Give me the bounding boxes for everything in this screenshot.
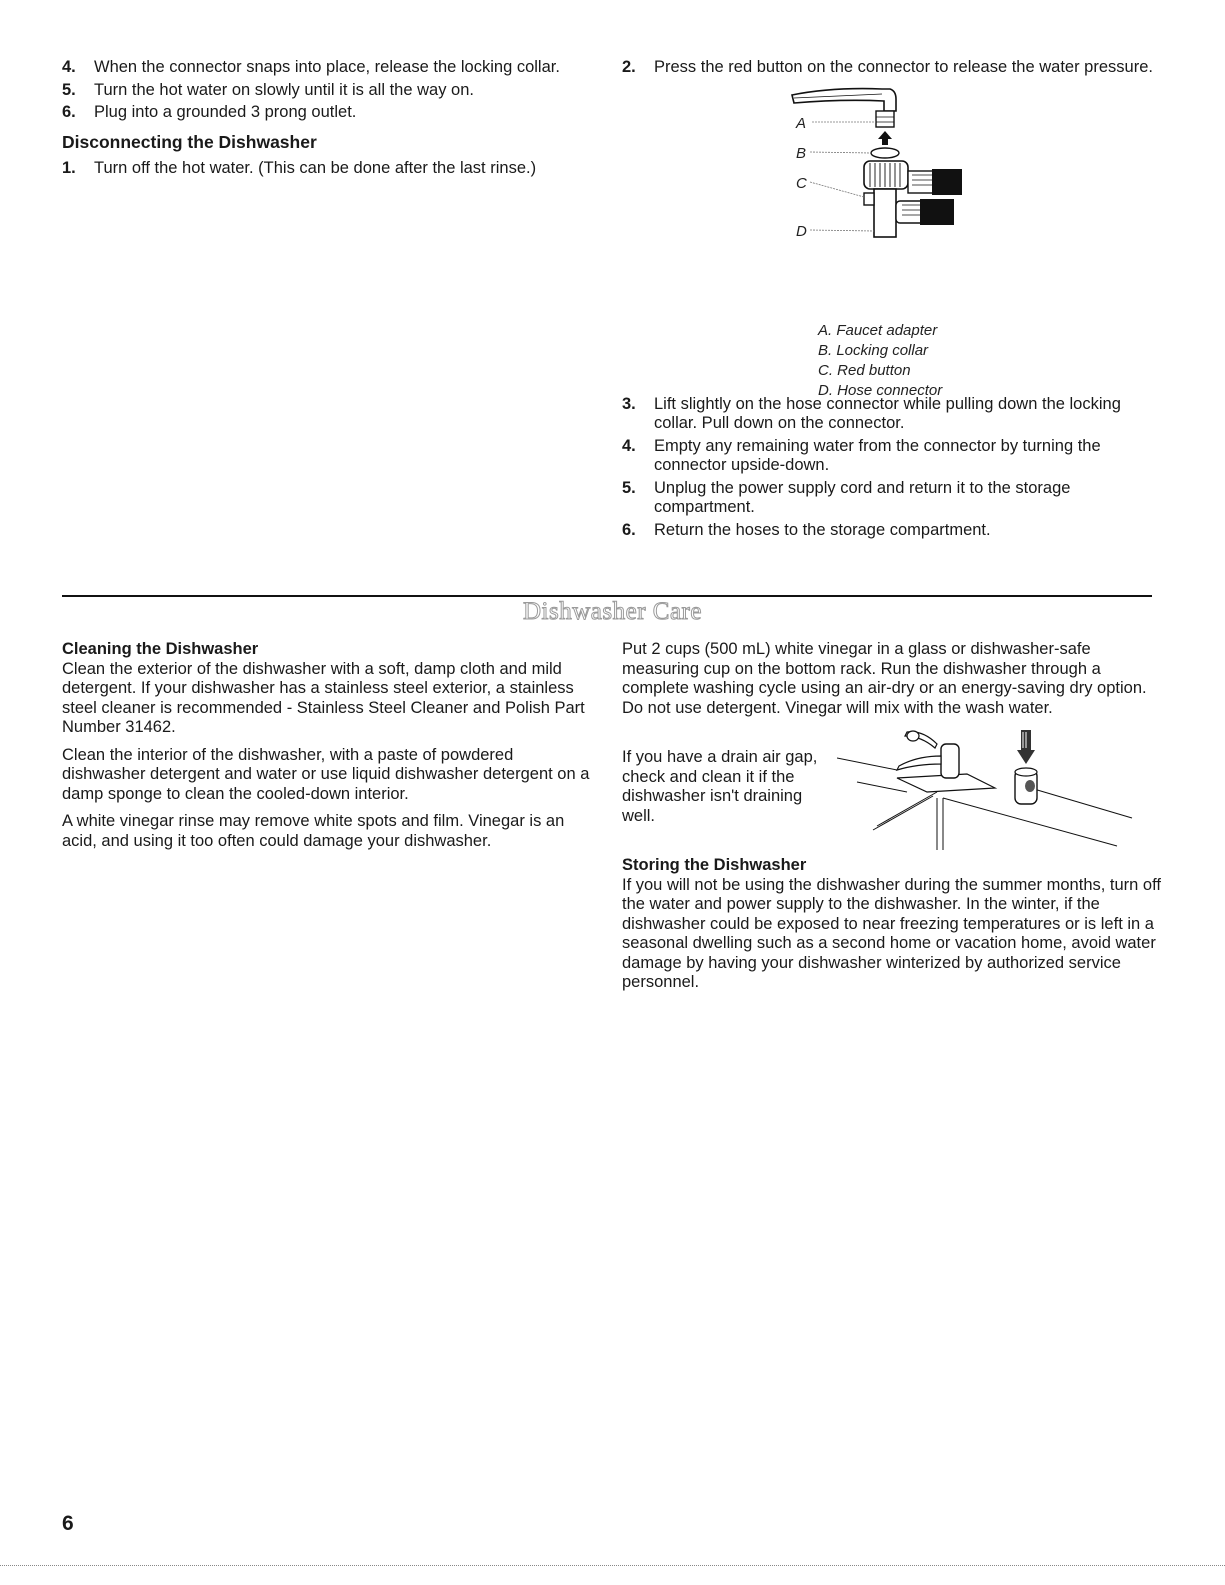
- care-left-column: [62, 640, 592, 859]
- figure-label-c: C: [796, 174, 807, 192]
- legend-item: B. Locking collar: [818, 341, 929, 359]
- air-gap-text: If you have a drain air gap, check and clean it if the dishwasher isn't draining well.: [622, 748, 818, 825]
- top-right-column: [622, 58, 1162, 543]
- care-right-column: [622, 640, 1162, 1001]
- figure-label-b: B: [796, 144, 807, 162]
- disconnect-steps-continued: [622, 395, 1162, 541]
- release-step-list: [622, 58, 1162, 78]
- vinegar-rinse-text: A white vinegar rinse may remove white spots and film. Vinegar is an acid, and using it too often could damage your dishwasher.: [62, 812, 565, 850]
- storing-text: If you will not be using the dishwasher during the summer months, turn off the water and power supply to the dishwasher. In the winter, if the dishwasher could be exposed to near freezing temperatures or is left in a seasonal dwelling such as a second home or vacation home, avoid water damage by having your dishwasher winterized by authorized service personnel.: [622, 875, 1161, 991]
- cleaning-interior-text: Clean the interior of the dishwasher, with a paste of powdered dishwasher detergent and water or use liquid dishwasher detergent on a damp sponge to clean the cooled-down interior.: [62, 745, 590, 803]
- sink-air-gap-illustration: [837, 726, 1137, 850]
- list-item: 6. Plug into a grounded 3 prong outlet.: [62, 103, 357, 121]
- page-number: 6: [62, 1512, 74, 1535]
- top-left-column: [62, 58, 582, 181]
- figure-legend: [818, 321, 942, 401]
- list-item: 4. Empty any remaining water from the connector by turning the connector upside-down.: [622, 436, 1101, 474]
- faucet-connector-illustration: [772, 81, 992, 261]
- list-item: 6. Return the hoses to the storage compartment.: [622, 520, 991, 539]
- list-item: 5. Unplug the power supply cord and return it to the storage compartment.: [622, 478, 1071, 516]
- legend-item: C. Red button: [818, 361, 911, 379]
- vinegar-instructions-text: Put 2 cups (500 mL) white vinegar in a glass or dishwasher-safe measuring cup on the bottom rack. Run the dishwasher through a complete washing cycle using an air-dry or an energy-saving dry option. Do not use detergent. Vinegar will mix with the wash water.: [622, 640, 1147, 717]
- figure-label-a: A: [796, 114, 807, 132]
- cleaning-heading: Cleaning the Dishwasher: [62, 640, 259, 658]
- connect-steps-list: [62, 58, 582, 123]
- list-item: 4. When the connector snaps into place, release the locking collar.: [62, 58, 560, 76]
- legend-item: A. Faucet adapter: [818, 321, 938, 339]
- legend-item: D. Hose connector: [818, 381, 943, 399]
- disconnect-steps-list: [62, 159, 582, 179]
- connector-figure: [622, 81, 1162, 399]
- section-title: Dishwasher Care: [523, 598, 702, 625]
- figure-label-d: D: [796, 222, 807, 240]
- air-gap-block: [622, 726, 1162, 850]
- disconnect-heading: Disconnecting the Dishwasher: [62, 131, 317, 152]
- list-item: 1. Turn off the hot water. (This can be done after the last rinse.): [62, 158, 537, 177]
- list-item: 3. Lift slightly on the hose connector while pulling down the locking collar. Pull down on the connector.: [622, 394, 1121, 432]
- list-item: 2. Press the red button on the connector to release the water pressure.: [622, 58, 1153, 76]
- cleaning-exterior-text: Clean the exterior of the dishwasher with a soft, damp cloth and mild detergent. If your dishwasher has a stainless steel exterior, a stainless steel cleaner is recommended - Stainless Steel Cleaner and Polish Part Number 31462.: [62, 659, 585, 736]
- list-item: 5. Turn the hot water on slowly until it is all the way on.: [62, 80, 474, 99]
- page-bottom-edge: [0, 1565, 1225, 1566]
- storing-heading: Storing the Dishwasher: [622, 856, 807, 874]
- section-divider: [62, 595, 1152, 597]
